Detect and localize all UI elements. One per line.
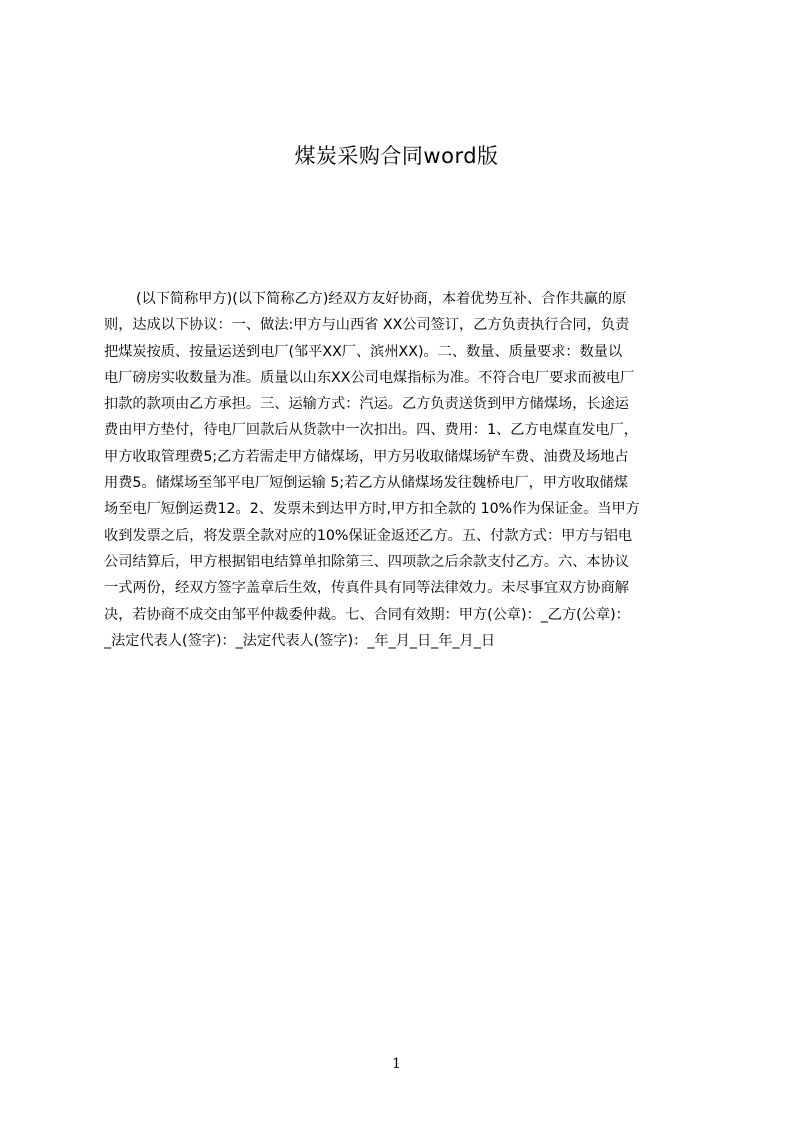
- body-line: 甲方收取管理费5;乙方若需走甲方储煤场，甲方另收取储煤场铲车费、油费及场地占: [104, 448, 629, 465]
- body-line: _法定代表人(签字)：_法定代表人(签字)：_年_月_日_年_月_日: [104, 632, 496, 649]
- body-line: 费由甲方垫付，待电厂回款后从货款中一次扣出。四、费用：1、乙方电煤直发电厂，: [104, 422, 638, 439]
- page-number: 1: [392, 1056, 401, 1072]
- document-title: 煤炭采购合同word版: [294, 144, 499, 168]
- body-line: 公司结算后，甲方根据铝电结算单扣除第三、四项款之后余款支付乙方。六、本协议: [104, 553, 629, 570]
- body-line: 收到发票之后，将发票全款对应的10%保证金返还乙方。五、付款方式：甲方与铝电: [104, 527, 633, 544]
- body-line: (以下简称甲方)(以下简称乙方)经双方友好协商，本着优势互补、合作共赢的原: [136, 291, 627, 307]
- body-line: 扣款的款项由乙方承担。三、运输方式：汽运。乙方负责送货到甲方储煤场，长途运: [104, 396, 629, 413]
- body-line: 决，若协商不成交由邹平仲裁委仲裁。七、合同有效期：甲方(公章)：_乙方(公章)：: [104, 606, 630, 623]
- contract-body: [104, 286, 697, 666]
- body-line: 场至电厂短倒运费12。2、发票未到达甲方时,甲方扣全款的 10%作为保证金。当甲方: [104, 501, 640, 518]
- body-line: 则，达成以下协议：一、做法:甲方与山西省 XX公司签订，乙方负责执行合同，负责: [104, 317, 630, 334]
- body-line: 把煤炭按质、按量运送到电厂(邹平XX厂、滨州XX)。二、数量、质量要求：数量以: [104, 343, 623, 360]
- body-line: 电厂磅房实收数量为准。质量以山东XX公司电煤指标为准。不符合电厂要求而被电厂: [104, 369, 635, 386]
- body-line: 一式两份，经双方签字盖章后生效，传真件具有同等法律效力。未尽事宜双方协商解: [104, 580, 629, 597]
- body-line: 用费5。储煤场至邹平电厂短倒运输 5;若乙方从储煤场发往魏桥电厂，甲方收取储煤: [104, 475, 628, 492]
